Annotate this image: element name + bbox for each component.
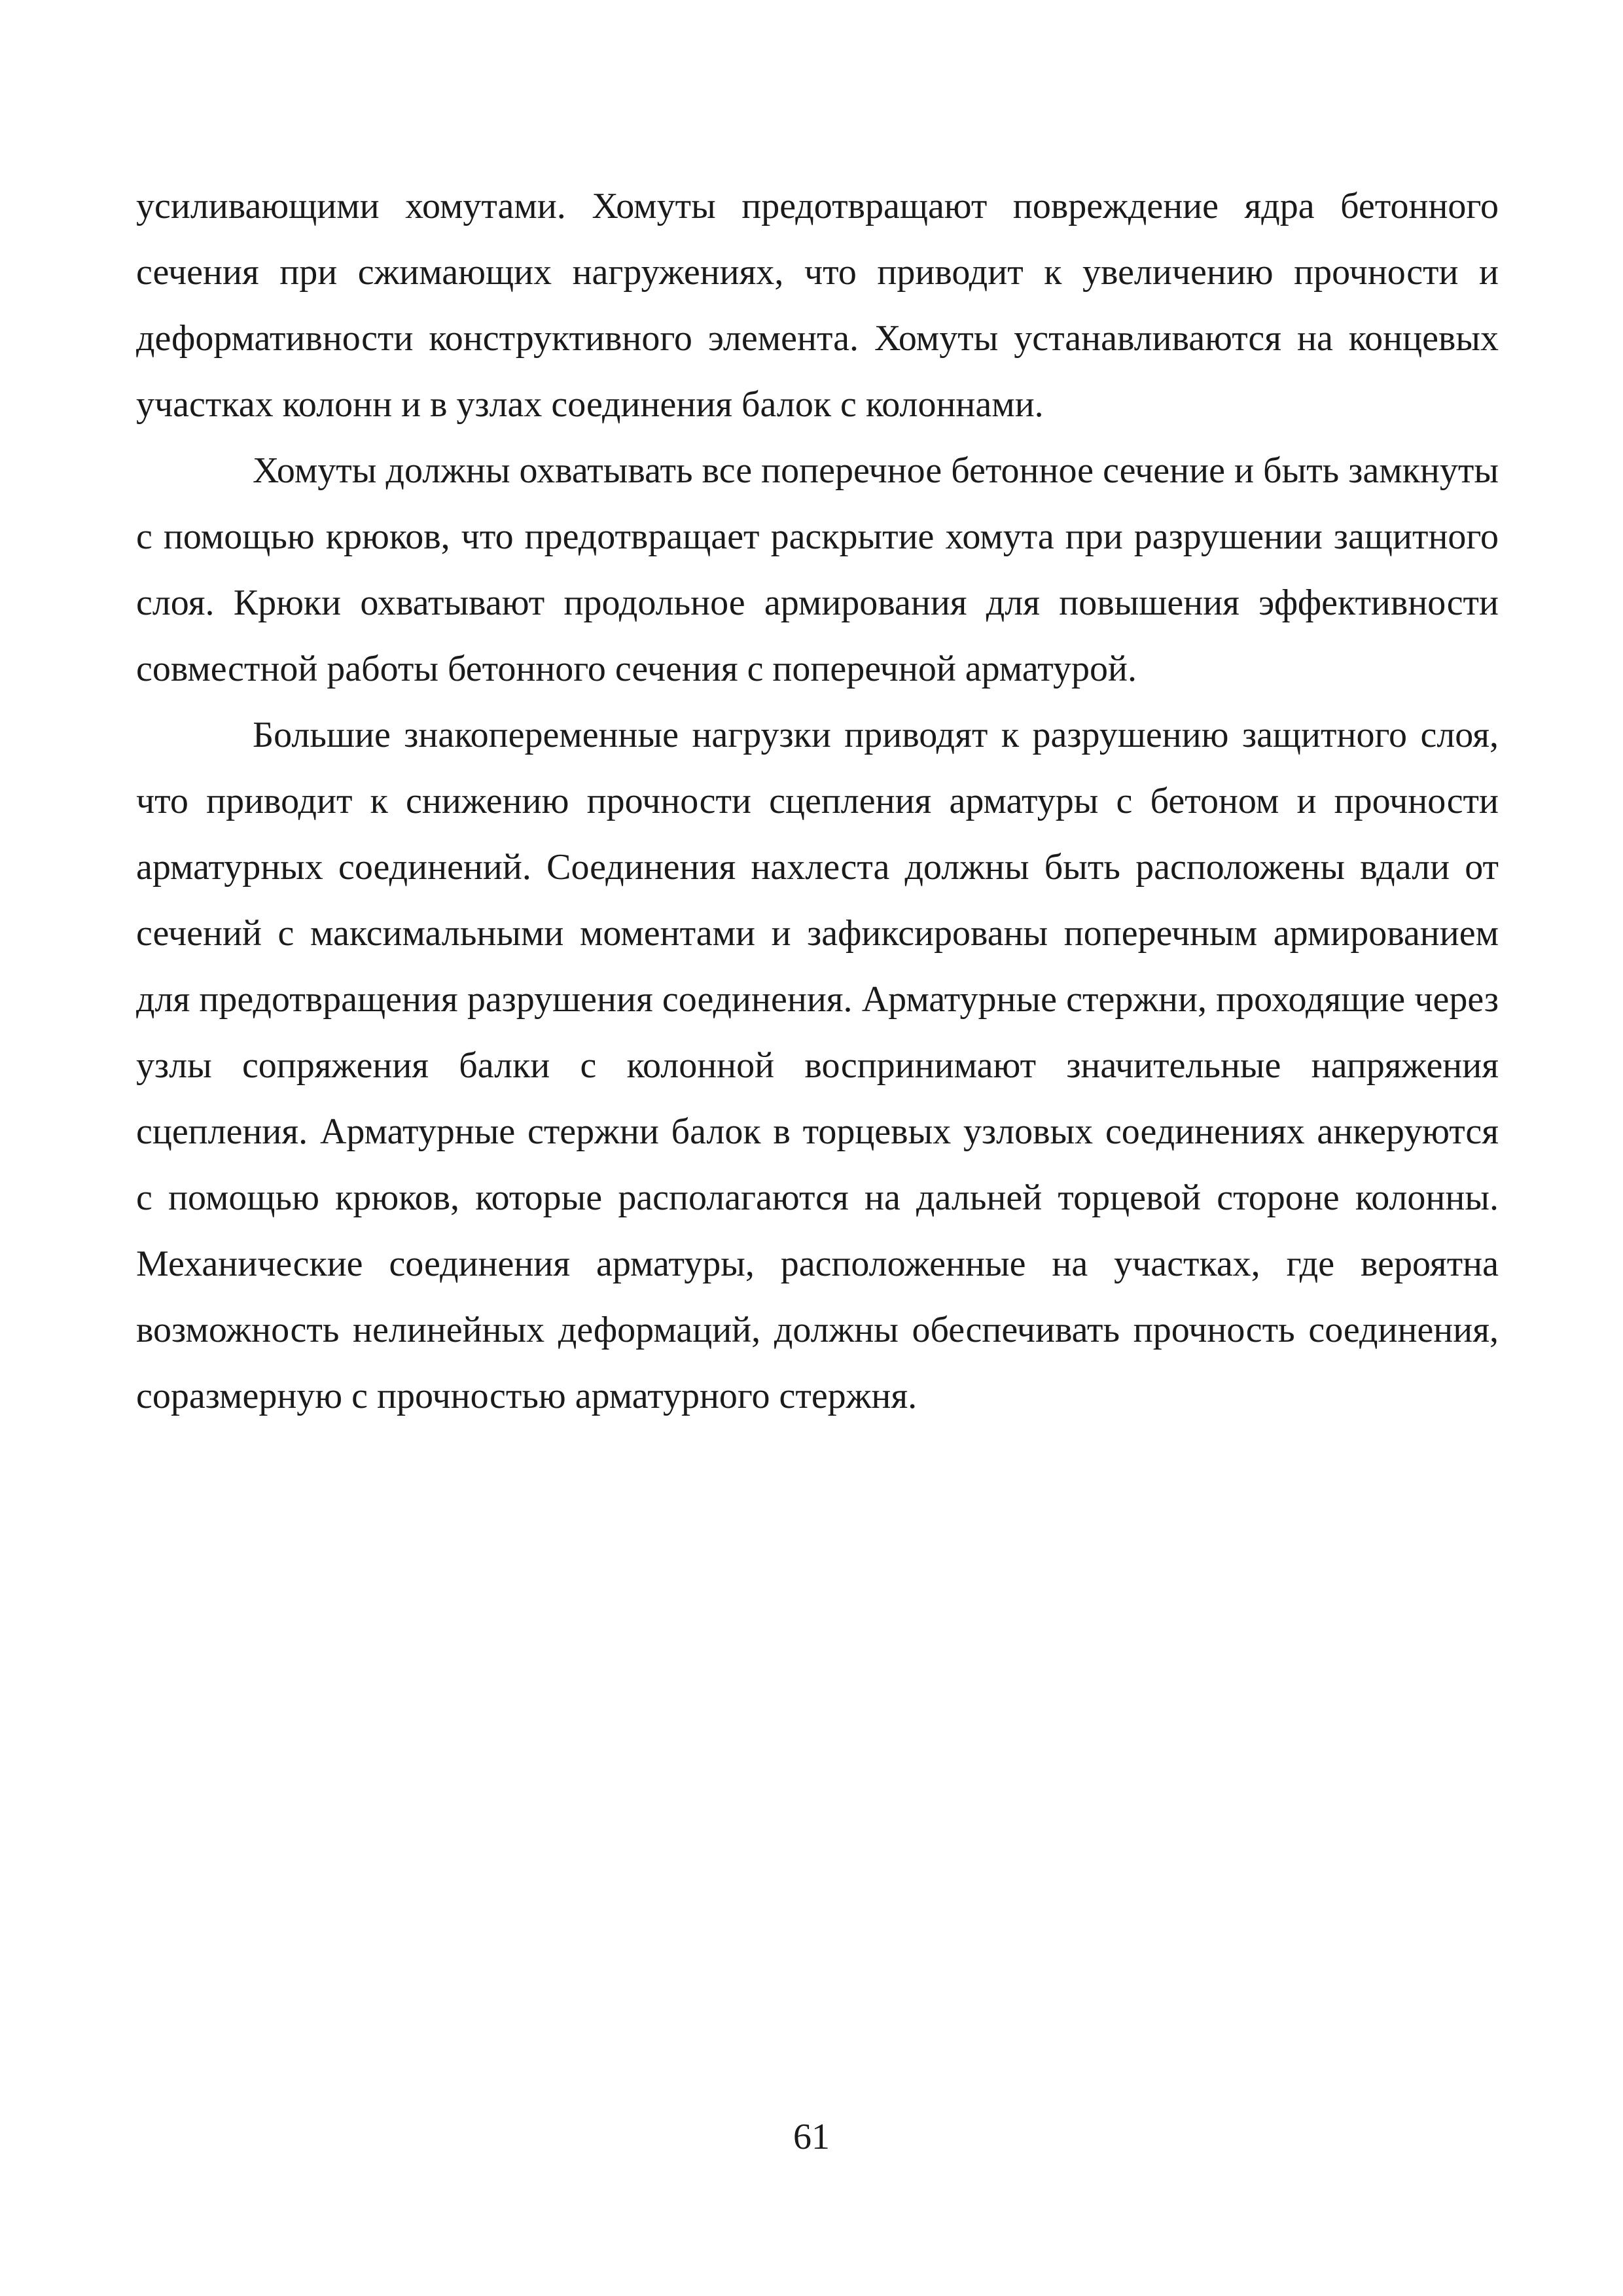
page-number: 61 — [793, 2117, 830, 2157]
paragraph-stirrups: Хомуты должны охватывать все поперечное бетонное сечение и быть замкнуты с помощью крюков, что предотвращает раскрытие хомута при разрушении защитного слоя. Крюки охватывают продольное армирования для повышения эффективности совместной работы бетонного сечения с поперечной арматурой. — [136, 450, 1499, 689]
paragraph-continuation: усиливающими хомутами. Хомуты предотвращают повреждение ядра бетонного сечения при сжимающих нагружениях, что приводит к увеличению прочности и деформативности конструктивного элемента. Хомуты устанавливаются на концевых участках колонн и в узлах соединения балок с колоннами. — [136, 186, 1499, 425]
body-text — [136, 173, 1499, 1429]
paragraph-cyclic-loads: Большие знакопеременные нагрузки приводят к разрушению защитного слоя, что приводит к снижению прочности сцепления арматуры с бетоном и прочности арматурных соединений. Соединения нахлеста должны быть расположены вдали от сечений с максимальными моментами и зафиксированы поперечным армированием для предотвращения разрушения соединения. Арматурные стержни, проходящие через узлы сопряжения балки с колонной воспринимают значительные напряжения сцепления. Арматурные стержни балок в торцевых узловых соединениях анкеруются с помощью крюков, которые располагаются на дальней торцевой стороне колонны. Механические соединения арматуры, расположенные на участках, где вероятна возможность нелинейных деформаций, должны обеспечивать прочность соединения, соразмерную с прочностью арматурного стержня. — [136, 715, 1499, 1416]
